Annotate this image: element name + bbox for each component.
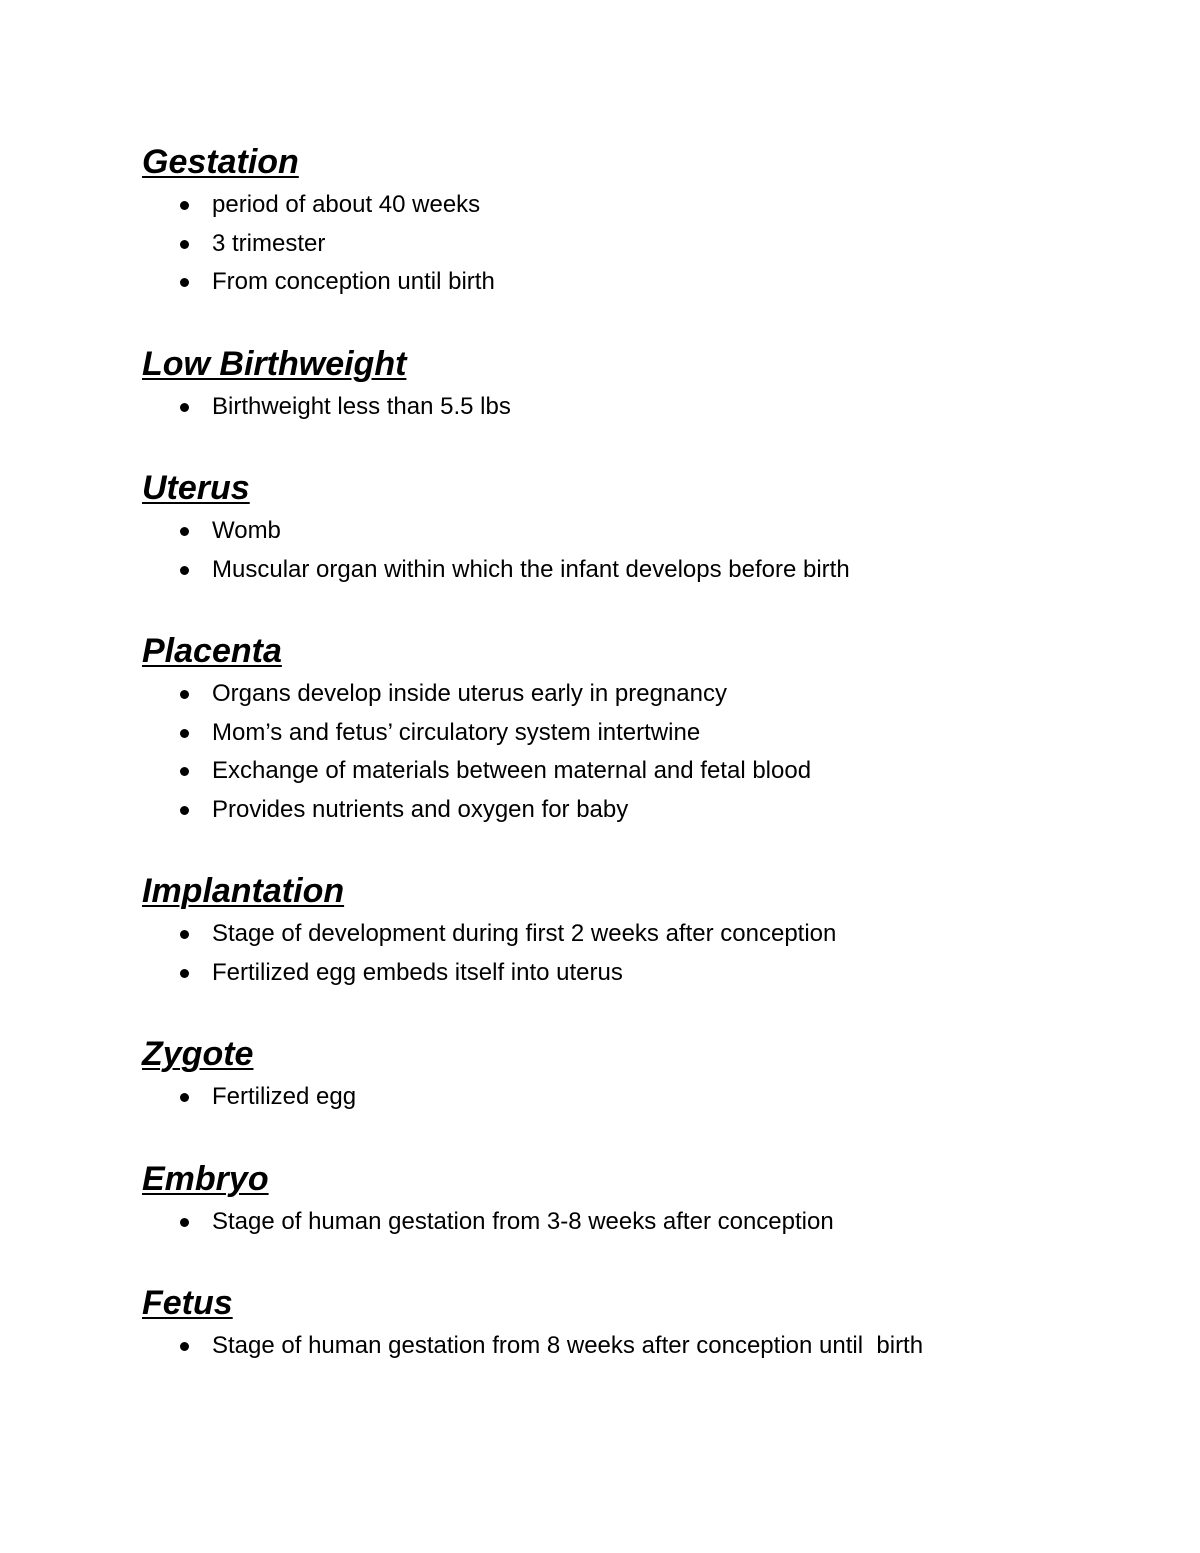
bullet-icon xyxy=(180,729,189,738)
definition-list xyxy=(142,1203,1142,1242)
bullet-icon xyxy=(180,1218,189,1227)
list-item-text: Stage of human gestation from 3-8 weeks after conception xyxy=(212,1207,834,1235)
term-heading: Gestation xyxy=(142,143,299,181)
list-item xyxy=(142,512,1142,551)
list-item-text: 3 trimester xyxy=(212,229,326,257)
bullet-icon xyxy=(180,566,189,575)
list-item xyxy=(142,225,1142,264)
definition-list xyxy=(142,915,1142,992)
list-item-text: Fertilized egg xyxy=(212,1083,357,1110)
term-heading: Fetus xyxy=(142,1284,233,1322)
list-item xyxy=(142,675,1142,714)
definition-list xyxy=(142,512,1142,589)
list-item-text: Birthweight less than 5.5 lbs xyxy=(212,392,511,420)
bullet-icon xyxy=(180,806,189,815)
list-item xyxy=(142,954,1142,993)
list-item xyxy=(142,714,1142,753)
term-heading: Implantation xyxy=(142,872,345,910)
list-item xyxy=(142,186,1142,225)
list-item-text: Organs develop inside uterus early in pregnancy xyxy=(212,680,727,707)
section-zygote xyxy=(142,1030,1142,1117)
bullet-icon xyxy=(180,930,189,939)
list-item-text: Fertilized egg embeds itself into uterus xyxy=(212,958,623,986)
bullet-icon xyxy=(180,969,189,978)
list-item xyxy=(142,1078,1142,1117)
list-item xyxy=(142,388,1142,427)
bullet-icon xyxy=(180,1093,189,1102)
list-item xyxy=(142,263,1142,302)
definition-list xyxy=(142,1078,1142,1117)
section-fetus xyxy=(142,1279,1142,1366)
bullet-icon xyxy=(180,527,189,536)
list-item-text: Mom’s and fetus’ circulatory system intertwine xyxy=(212,718,701,746)
list-item-text: Stage of development during first 2 weeks after conception xyxy=(212,920,837,947)
definition-list xyxy=(142,388,1142,427)
bullet-icon xyxy=(180,767,189,776)
term-heading: Embryo xyxy=(142,1159,269,1198)
section-placenta xyxy=(142,627,1142,829)
list-item xyxy=(142,1327,1142,1366)
term-heading: Zygote xyxy=(142,1035,254,1073)
term-heading: Uterus xyxy=(142,469,250,507)
list-item-text: Womb xyxy=(212,517,281,544)
bullet-icon xyxy=(180,201,189,210)
term-heading: Placenta xyxy=(142,632,282,670)
list-item-text: Exchange of materials between maternal and fetal blood xyxy=(212,757,812,784)
bullet-icon xyxy=(180,240,189,249)
term-heading: Low Birthweight xyxy=(142,344,407,383)
bullet-icon xyxy=(180,690,189,699)
bullet-icon xyxy=(180,278,189,287)
definition-list xyxy=(142,186,1142,302)
list-item-text: Provides nutrients and oxygen for baby xyxy=(212,795,629,823)
document-page xyxy=(142,138,1142,1366)
section-uterus xyxy=(142,464,1142,589)
section-embryo xyxy=(142,1155,1142,1242)
list-item-text: From conception until birth xyxy=(212,268,495,295)
section-low-birthweight xyxy=(142,340,1142,427)
list-item xyxy=(142,915,1142,954)
definition-list xyxy=(142,675,1142,829)
list-item-text: period of about 40 weeks xyxy=(212,191,481,218)
bullet-icon xyxy=(180,1342,189,1351)
section-implantation xyxy=(142,867,1142,992)
definition-list xyxy=(142,1327,1142,1366)
list-item xyxy=(142,791,1142,830)
list-item xyxy=(142,551,1142,590)
list-item xyxy=(142,752,1142,791)
list-item-text: Stage of human gestation from 8 weeks after conception until birth xyxy=(212,1332,924,1359)
bullet-icon xyxy=(180,403,189,412)
section-gestation xyxy=(142,138,1142,302)
list-item-text: Muscular organ within which the infant develops before birth xyxy=(212,555,850,583)
list-item xyxy=(142,1203,1142,1242)
